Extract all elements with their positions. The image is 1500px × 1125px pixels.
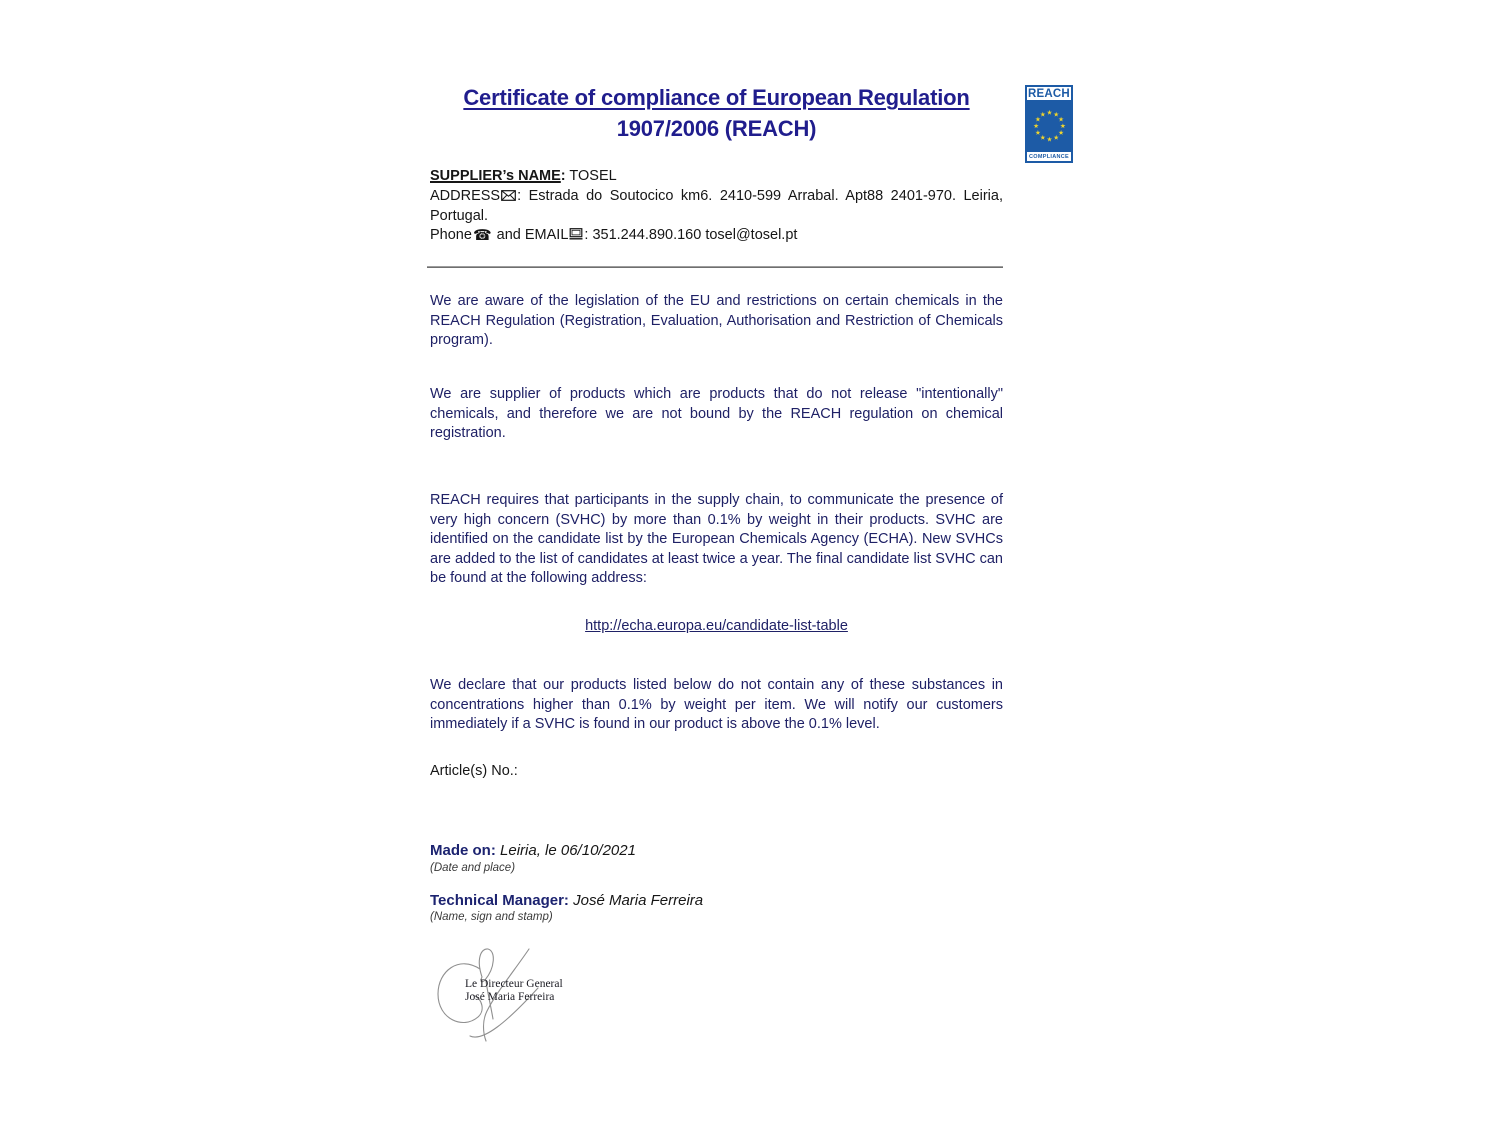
document-title xyxy=(430,82,1003,144)
made-on-row xyxy=(430,842,1003,859)
phone-icon: ☎ xyxy=(472,227,492,245)
paragraph-supplier-statement: We are supplier of products which are products that do not release "intentionally" chemicals, and therefore we are not bound by the REACH regulation on chemical registration. xyxy=(430,386,1003,442)
envelope-icon xyxy=(501,190,516,201)
made-on-value: Leiria, le 06/10/2021 xyxy=(495,842,636,859)
article-number-label: Article(s) No.: xyxy=(430,763,518,779)
signature-name-line: José Maria Ferreira xyxy=(465,990,555,1003)
eu-stars-field xyxy=(1027,102,1071,150)
contact-value: : 351.244.890.160 tosel@tosel.pt xyxy=(584,227,798,244)
address-label: ADDRESS xyxy=(430,187,501,204)
email-label: and EMAIL xyxy=(492,227,569,244)
signature-stamp-text xyxy=(465,978,563,1003)
eu-stars-icon xyxy=(1028,104,1071,148)
made-on-label: Made on: xyxy=(430,842,496,859)
address-value: : Estrada do Soutocico km6. 2410-599 Arrabal. Apt88 2401-970. Leiria, Portugal. xyxy=(430,187,1003,224)
title-line-1: Certificate of compliance of European Regulation xyxy=(463,85,970,110)
phone-label: Phone xyxy=(430,227,472,244)
candidate-list-link[interactable]: http://echa.europa.eu/candidate-list-table xyxy=(585,618,848,634)
candidate-list-link-row xyxy=(430,618,1003,634)
reach-logo-caption: COMPLIANCE xyxy=(1027,150,1071,161)
technical-manager-note: (Name, sign and stamp) xyxy=(430,911,553,923)
supplier-contact-row xyxy=(430,226,1003,246)
title-line-2: 1907/2006 (REACH) xyxy=(616,116,817,141)
technical-manager-row xyxy=(430,892,1003,909)
technical-manager-value: José Maria Ferreira xyxy=(568,892,704,909)
paragraph-svhc-requirements: REACH requires that participants in the supply chain, to communicate the presence of very high concern (SVHC) by more than 0.1% by weight in their products. SVHC are identified on the candidate list by the European Chemicals Agency (ECHA). New SVHCs are added to the list of candidates at least twice a year. The final candidate list SVHC can be found at the following address: xyxy=(430,492,1003,587)
reach-compliance-logo xyxy=(1025,85,1073,163)
paragraph-reach-awareness: We are aware of the legislation of the EU and restrictions on certain chemicals in the REACH Regulation (Registration, Evaluation, Authorisation and Restriction of Chemicals program). xyxy=(430,293,1003,349)
supplier-block xyxy=(430,167,1003,246)
supplier-name-colon: : xyxy=(560,168,566,184)
supplier-name-value: TOSEL xyxy=(565,168,617,184)
technical-manager-label: Technical Manager: xyxy=(430,892,569,909)
computer-icon xyxy=(569,228,583,240)
paragraph-declaration: We declare that our products listed below do not contain any of these substances in concentrations higher than 0.1% by weight per item. We will notify our customers immediately if a SVHC is found in our product is above the 0.1% level. xyxy=(430,677,1003,733)
signature-scrawl-icon xyxy=(425,945,575,1065)
signature-area xyxy=(425,945,645,1065)
supplier-name-row xyxy=(430,167,1003,187)
supplier-address-row xyxy=(430,187,1003,227)
reach-logo-title: REACH xyxy=(1027,87,1071,102)
section-divider xyxy=(427,266,1003,268)
made-on-note: (Date and place) xyxy=(430,862,516,874)
signature-title-line: Le Directeur General xyxy=(465,978,563,990)
supplier-name-label: SUPPLIER’s NAME xyxy=(430,168,561,184)
